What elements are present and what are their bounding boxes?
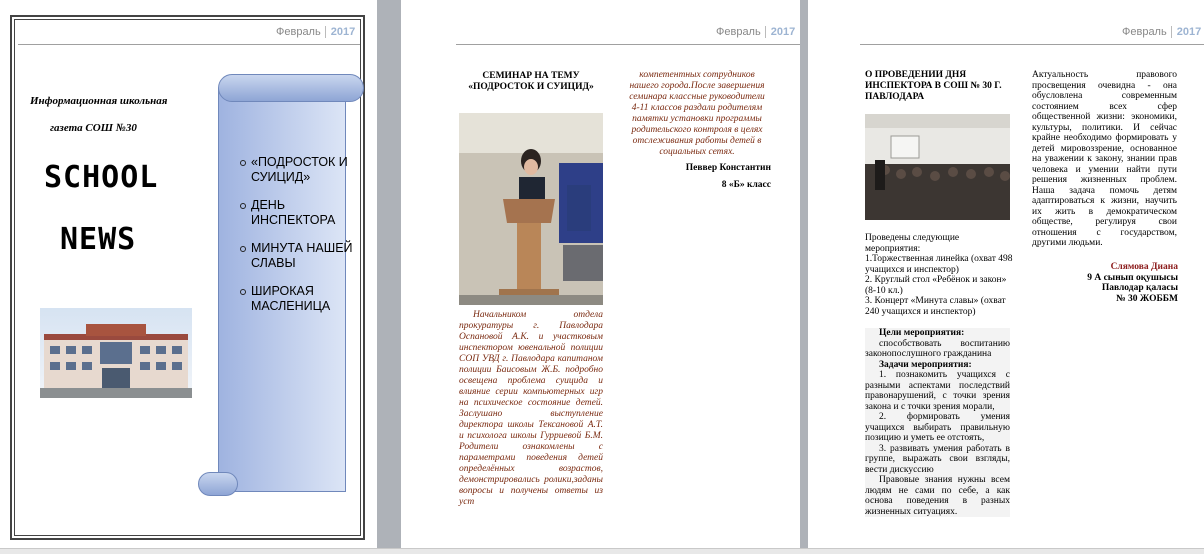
inspector-headline: О ПРОВЕДЕНИИ ДНЯ ИНСПЕКТОРА В СОШ № 30 Г. ПАВЛОДАРА xyxy=(865,70,1002,102)
page-inspector-day xyxy=(808,0,1204,548)
header-rule xyxy=(456,44,800,45)
tasks-title: Задачи мероприятия: xyxy=(879,359,972,370)
goals-tasks-block xyxy=(865,328,1010,517)
contents-item: ДЕНЬ ИНСПЕКТОРА xyxy=(240,198,370,227)
info-line2: газета СОШ №30 xyxy=(50,122,137,134)
task-item: 1. познакомить учащихся с разными аспектами последствий правонарушений, с точки зрения закона и с точки зрения морали, xyxy=(865,370,1010,412)
events-block xyxy=(865,233,1015,317)
seminar-author: Певвер Константин xyxy=(685,163,771,173)
seminar-body-left: Начальником отдела прокуратуры г. Павлодара Оспановой А.К. и участковым инспектором ювенальной полиции СОП УВД г. Павлодара капитаном полиции Баисовым Ж.Б. подробно освещена проблема суицида и влияние серии компьютерных игр на психическое состояние детей. Заслушано выступление директора школы Тексановой А.Т. и психолога школы Гурриевой Б.М. Родители ознакомлены с параметрами поведения детей определённых возрастов, демонстрировались ролики,заданы вопросы и получены ответы из уст xyxy=(459,310,603,507)
seminar-photo xyxy=(459,113,603,305)
seminar-headline: СЕМИНАР НА ТЕМУ «ПОДРОСТОК И СУИЦИД» xyxy=(468,71,594,92)
page-seminar xyxy=(401,0,800,548)
signature-line: 9 А сынып оқушысы xyxy=(1087,272,1178,283)
page-header xyxy=(1122,26,1201,38)
contents-list xyxy=(240,155,370,327)
header-rule xyxy=(860,44,1204,45)
contents-item: ШИРОКАЯ МАСЛЕНИЦА xyxy=(240,284,370,313)
closing-text: Правовые знания нужны всем людям не сами по себе, а как основа поведения в разных жизненных ситуациях. xyxy=(865,475,1010,517)
task-item: 3. развивать умения работать в группе, выражать свои взгляды, вести дискуссию xyxy=(865,443,1010,475)
goals-title: Цели мероприятия: xyxy=(879,328,965,338)
header-year: 2017 xyxy=(325,26,355,38)
seminar-body-right: компетентных сотрудников нашего города.После завершения семинара классные руководители 4-11 классов раздали родителям памятки установки программы родительского контроля в целях отслеживания работы детей в социальных сетях. xyxy=(629,70,765,157)
signature-line: Павлодар қаласы xyxy=(1101,283,1178,293)
events-intro: Проведены следующие мероприятия: xyxy=(865,233,960,254)
event-item: 1.Торжественная линейка (охват 498 учащихся и инспектор) xyxy=(865,254,1013,275)
header-year: 2017 xyxy=(765,26,795,38)
header-month: Февраль xyxy=(276,26,321,38)
signature-line: № 30 ЖОББМ xyxy=(1116,293,1178,304)
header-month: Февраль xyxy=(1122,26,1167,38)
title-news: NEWS xyxy=(60,222,137,257)
header-rule xyxy=(18,44,360,45)
header-month: Февраль xyxy=(716,26,761,38)
task-item: 2. формировать умения учащихся выбирать правильную позицию и уметь ее отстоять, xyxy=(865,412,1010,443)
assembly-photo xyxy=(865,114,1010,220)
newspaper-info xyxy=(30,94,200,136)
event-item: 2. Круглый стол «Ребёнок и закон» (8-10 кл.) xyxy=(865,275,1007,296)
school-building-photo xyxy=(40,308,192,398)
status-bar xyxy=(0,548,1204,554)
title-school: SCHOOL xyxy=(44,160,159,195)
seminar-author-class: 8 «Б» класс xyxy=(721,180,771,190)
info-line1: Информационная школьная xyxy=(30,95,168,107)
contents-item: «ПОДРОСТОК И СУИЦИД» xyxy=(240,155,370,184)
signature-name: Слямова Диана xyxy=(1110,262,1178,272)
event-item: 3. Концерт «Минута славы» (охват 240 учащихся и инспектор) xyxy=(865,296,1006,317)
relevance-text: Актуальность правового просвещения очевидна - она обусловлена современным состоянием всех сфер общественной жизни: экономики, культуры, политики. И сейчас крайне необходимо формировать у детей мировоззрение, основанное на уважении к закону, знании прав человека и умении найти пути решения жизненных проблем. Наша задача помочь детям адаптироваться к жизни, научить их жить в демократическом обществе, регулируя свои отношения с государством, другими людьми. xyxy=(1032,70,1177,248)
contents-item: МИНУТА НАШЕЙ СЛАВЫ xyxy=(240,241,370,270)
signature-block xyxy=(1018,262,1178,304)
page-header xyxy=(716,26,795,38)
header-year: 2017 xyxy=(1171,26,1201,38)
goals-text: способствовать воспитанию законопослушного гражданина xyxy=(865,338,1010,359)
page-header xyxy=(276,26,355,38)
page-cover xyxy=(0,0,377,548)
